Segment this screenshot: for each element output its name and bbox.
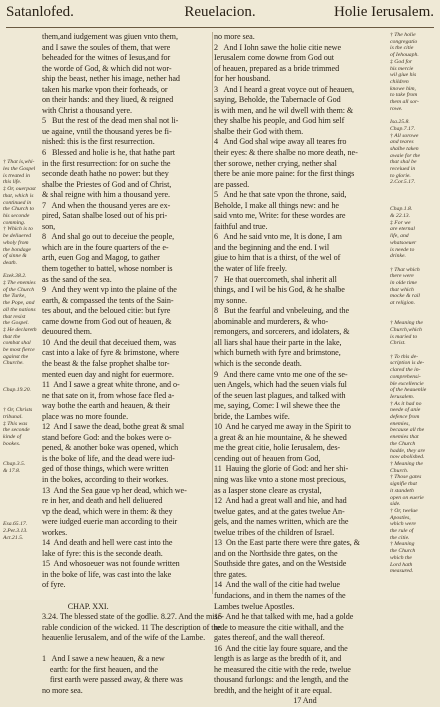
right-margin-notes: † The holie congregatio is the citie of Iehouaph. ‡ God for his mercie wil giue his children knowe him, to take from them all sor- rowe. Isa.25.8. Chap.7.17. † All sorowe and teares shalbe taken awaie for the that shal be receiued in to glorie. 2.Cor.5.17. Chap.1.8. & 22.13. ‡ For we are eternal life, and whatsoeuer is neede to drinke. † That which there were in olde time that which mocke & rail at religion. † Meaning the Church,which is maried to Christ. † To this de- scription is de- clared the in- comprehensi- ble excellencie of the heauenlie Ierusalem. † As it had no neede of anie defence from enemies, because all the enemies that the Church hadde, they are now abolished. † Meaning the Church. † Those gates signifie that it standeth open on euerie side. † Or, twelue Apostles, which were the rule of the citie. † Meaning the Church which the Lord hath measured. bbox=[390, 32, 427, 575]
left-text-column: them,and iudgement was giuen vnto them, and I sawe the soules of them, that were beheaded for the witnes of Iesus,and for the worde of God, & which did not wor- ship the beast, nether his image, nether had taken his marke vpon their forheads, or on their hands: and they liued, & reigned with Christ a thousand yere. 5 But the rest of the dead men shal not li- ue againe, vntil the thousand yeres be fi- nished: this is the first resurrection. 6 Blessed and holie is he, that hathe part in the first resurrection: for on suche the seconde death hathe no power: but they shalbe the Priestes of God and of Christ, & shal reigne with him a thousand yere. 7 And when the thousand yeres are ex- pired, Satan shalbe losed out of his pri- son, 8 And shal go out to deceiue the people, which are in the foure quarters of the e- arth, euen Gog and Magog, to gather them together to battel, whose nomber is as the sand of the sea. 9 And they went vp into the plaine of the earth, & compassed the tents of the Sain- tes about, and the beloued citie: but fyre came downe from God out of heauen, & deuoured them. 10 And the deuil that deceiued them, was cast into a lake of fyre & brimstone, where the beast & the false prophet shalbe tor- mented euen day and night for euermore. 11 And I sawe a great white throne, and o- ne that sate on it, from whose face fled a- way bothe the earth and heauen, & their place was no more founde. 12 And I sawe the dead, bothe great & smal stand before God: and the bokes were o- pened, & another boke was opened, which is the boke of life, and the dead were iud- ged of those things, which were written in the bokes, according to their workes. 13 And the Sea gaue vp her dead, which we- re in her, and death and hell deliuered vp the dead, which were in them: & they were iudged euerie man according to their workes. 14 And death and hell were cast into the lake of fyre: this is the seconde death. 15 And whosoeuer was not founde written in the boke of life, was cast into the lake of fyre. CHAP. XXI. 3.24. The blessed state of the godlie. 8.27. And the mise- rable condicion of the wicked. 11 The description of the heauenlie Ierusalem, and of the wife of the Lambe. 1 And I sawe a new heauen, & a new earth: for the first heauen, and the first earth were passed away, & there was no more sea. bbox=[42, 32, 224, 695]
header-left: Satanlofed. bbox=[6, 4, 74, 20]
right-text-column: no more sea. 2 And I Iohn sawe the holie citie newe Ierusalem come downe from God out of heauen, prepared as a bride trimmed for her housband. 3 And I heard a great voyce out of heauen, saying, Beholde, the Tabernacle of God is with men, and he wil dwell with them: & they shalbe his people, and God him self shalbe their God with them. 4 And God shal wipe away all teares fro their eyes: & there shalbe no more death, ne- ther sorowe, nether crying, nether shal there be anie more paine: for the first things are passed. 5 And he that sate vpon the throne, said, Beholde, I make all things new: and he said vnto me, Write: for these wordes are faithful and true. 6 And he said vnto me, It is done, I am and the beginning and the end. I wil giue to him that is a thirst, of the wel of the water of life freely. 7 He that ouercometh, shal inherit all things, and I wil be his God, & he shalbe my sonne. 8 But the fearful and vnbeleuing, and the abominable and murderers, & who- remongers, and sorcerers, and idolaters, & all liars shal haue their parte in the lake, which burneth with fyre and brimstone, which is the seconde death. 9 And there came vnto me one of the se- uen Angels, which had the seuen vials ful of the seuen last plagues, and talked with me, saying, Come: I wil shewe thee the bride, the Lambes wife. 10 And he caryed me away in the Spirit to a great & an hie mountaine, & he shewed me the great citie, holie Ierusalem, des- cending out of heauen from God, 11 Hauing the glorie of God: and her shi- ning was like vnto a stone most precious, as a Iasper stone cleare as crystal, 12 And had a great wall and hie, and had twelue gates, and at the gates twelue An- gels, and the names written, which are the twelue tribes of the children of Israel. 13 On the East parte there were thre gates, & and on the Northside thre gates, on the Southside thre gates, and on the Westside thre gates. 14 And the wall of the citie had twelue fundacions, and in them the names of the Lambes twelue Apostles. 15 And he that talked with me, had a golde rede to measure the citie withall, and the gates thereof, and the wall thereof. 16 And the citie lay foure square, and the length is as large as the bredth of it, and he measured the citie with the rede, twelue thousand furlongs: and the length, and the bredth, and the height of it are equal. 17 And bbox=[214, 32, 360, 706]
header-center: Reuelacion. bbox=[184, 4, 256, 20]
header-right: Holie Ierusalem. bbox=[334, 4, 434, 20]
header-rule bbox=[6, 27, 434, 28]
column-divider bbox=[212, 32, 213, 594]
running-header bbox=[6, 4, 434, 26]
left-margin-notes: † That is,whi- les the Gospel is treated in this life. ‡ Or, ouerpast that, which is continued in the Church to his seconde comming. † Which is to be deliuered wholy from the bondage of sinne & death. Ezek.38.2. ‡ The enemies of the Church the Turke, the Pope, and all the nations that resist the Gospel. ‡ He declareth that the combat shal be most fierce against the Churche. Chap.19.20. † Or, Christs tribunal. ‡ This was the seconde kinde of bookes. Chap.3.5. & 17.8. Esa.65.17. 2.Pet.3.13. Act.21.5. bbox=[3, 159, 37, 541]
